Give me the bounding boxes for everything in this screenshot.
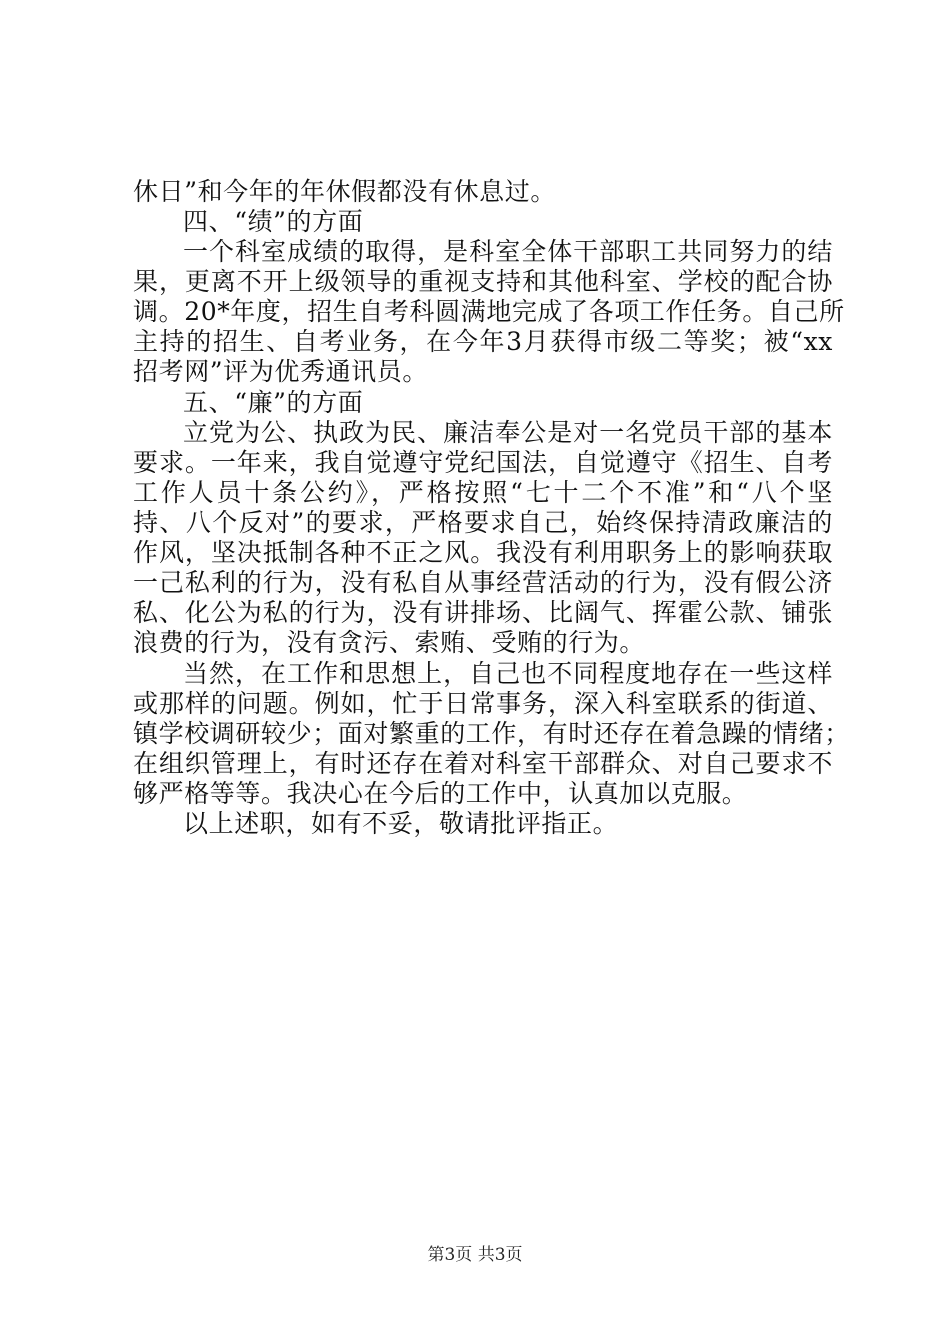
text-line: 调。20*年度，招生自考科圆满地完成了各项工作任务。自己所 xyxy=(133,297,845,326)
text-line: 果，更离不开上级领导的重视支持和其他科室、学校的配合协 xyxy=(133,267,833,296)
text-line: 招考网”评为优秀通讯员。 xyxy=(133,357,428,386)
text-line: 私、化公为私的行为，没有讲排场、比阔气、挥霍公款、铺张 xyxy=(133,598,833,627)
text-line: 主持的招生、自考业务，在今年3月获得市级二等奖；被“xx xyxy=(133,327,833,356)
page-number-footer: 第3页 共3页 xyxy=(427,1245,523,1265)
section-heading-integrity: 五、“廉”的方面 xyxy=(183,388,364,417)
section-heading-performance: 四、“绩”的方面 xyxy=(183,207,364,236)
text-line: 当然，在工作和思想上，自己也不同程度地存在一些这样 xyxy=(183,659,833,688)
text-line: 要求。一年来，我自觉遵守党纪国法，自觉遵守《招生、自考 xyxy=(133,448,833,477)
text-line: 立党为公、执政为民、廉洁奉公是对一名党员干部的基本 xyxy=(183,418,833,447)
text-line: 镇学校调研较少；面对繁重的工作，有时还存在着急躁的情绪； xyxy=(133,719,850,748)
text-line: 在组织管理上，有时还存在着对科室干部群众、对自己要求不 xyxy=(133,749,833,778)
text-line: 浪费的行为，没有贪污、索贿、受贿的行为。 xyxy=(133,628,646,657)
text-line: 休日”和今年的年休假都没有休息过。 xyxy=(133,177,556,206)
text-line: 持、八个反对”的要求，严格要求自己，始终保持清政廉洁的 xyxy=(133,508,833,537)
text-line: 一己私利的行为，没有私自从事经营活动的行为，没有假公济 xyxy=(133,568,833,597)
text-line: 作风，坚决抵制各种不正之风。我没有利用职务上的影响获取 xyxy=(133,538,833,567)
text-line: 够严格等等。我决心在今后的工作中，认真加以克服。 xyxy=(133,779,748,808)
text-line: 一个科室成绩的取得，是科室全体干部职工共同努力的结 xyxy=(183,237,833,266)
text-line: 或那样的问题。例如，忙于日常事务，深入科室联系的街道、 xyxy=(133,689,833,718)
text-line: 工作人员十条公约》，严格按照“七十二个不准”和“八个坚 xyxy=(133,478,833,507)
text-line-closing: 以上述职，如有不妥，敬请批评指正。 xyxy=(183,809,619,838)
